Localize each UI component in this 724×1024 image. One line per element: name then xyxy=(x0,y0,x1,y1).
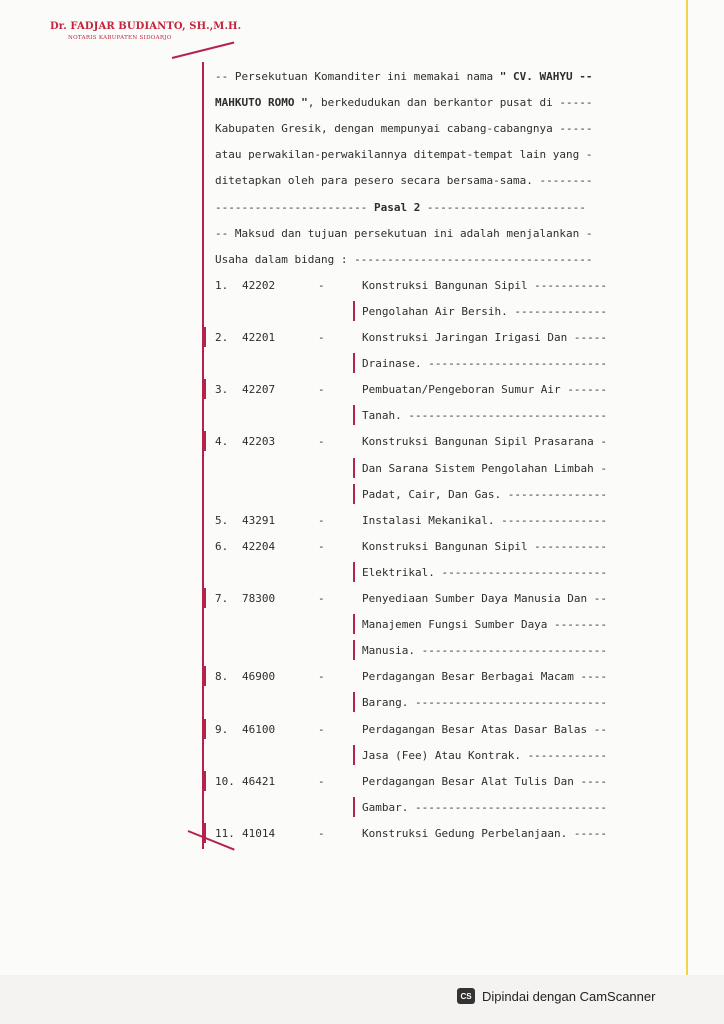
item-number: 10. xyxy=(215,774,235,788)
company-name-text: MAHKUTO ROMO " xyxy=(215,96,308,110)
continuation-mark xyxy=(353,458,355,478)
item-dash: - xyxy=(318,383,325,397)
paragraph-text: -- Persekutuan Komanditer ini memakai nama xyxy=(215,70,500,83)
page-edge-border xyxy=(686,0,688,975)
item-dash: - xyxy=(318,722,325,736)
heading-filler: ----------------------- xyxy=(215,200,374,214)
item-mark xyxy=(204,771,206,791)
item-mark xyxy=(204,379,206,399)
item-number: 3. xyxy=(215,383,229,397)
continuation-mark xyxy=(353,692,355,712)
kbli-code: 42207 xyxy=(242,383,276,397)
item-number: 6. xyxy=(215,539,229,553)
item-description: Perdagangan Besar Alat Tulis Dan ---- xyxy=(362,774,608,788)
item-description: Penyediaan Sumber Daya Manusia Dan -- xyxy=(362,592,608,605)
camscanner-caption: Dipindai dengan CamScanner xyxy=(482,988,656,1004)
item-description: Perdagangan Besar Atas Dasar Balas -- xyxy=(362,722,608,736)
notary-name: Dr. FADJAR BUDIANTO, SH.,M.H. xyxy=(50,21,242,32)
item-number: 5. xyxy=(215,513,229,527)
kbli-code: 42201 xyxy=(242,331,276,344)
continuation-mark xyxy=(353,301,355,321)
continuation-mark xyxy=(353,797,355,817)
item-description: Instalasi Mekanikal. ---------------- xyxy=(362,513,608,527)
kbli-code: 41014 xyxy=(242,826,276,840)
item-description: Manajemen Fungsi Sumber Daya -------- xyxy=(362,618,608,632)
paragraph-text: ditetapkan oleh para pesero secara bersama-sama. -------- xyxy=(215,174,593,188)
item-description: Manusia. ---------------------------- xyxy=(362,644,608,658)
paragraph-line xyxy=(215,96,593,109)
item-number: 1. xyxy=(215,278,229,292)
notary-place: NOTARIS KABUPATEN SIDOARJO xyxy=(68,35,172,41)
continuation-mark xyxy=(353,405,355,425)
item-dash: - xyxy=(318,539,325,553)
paragraph-text: Kabupaten Gresik, dengan mempunyai cabang-cabangnya ----- xyxy=(215,122,593,136)
item-dash: - xyxy=(318,331,325,344)
item-description: Konstruksi Bangunan Sipil ----------- xyxy=(362,539,608,553)
paragraph-line xyxy=(215,148,593,161)
item-dash: - xyxy=(318,592,325,605)
item-mark xyxy=(204,327,206,347)
item-description: Pembuatan/Pengeboran Sumur Air ------ xyxy=(362,383,608,397)
paragraph-line: Usaha dalam bidang : ------------------------------------ xyxy=(215,252,593,266)
item-number: 7. xyxy=(215,592,229,605)
kbli-code: 42204 xyxy=(242,539,276,553)
item-dash: - xyxy=(318,278,325,292)
kbli-code: 46100 xyxy=(242,722,276,736)
item-description: Drainase. --------------------------- xyxy=(362,357,608,371)
paragraph-text: atau perwakilan-perwakilannya ditempat-tempat lain yang - xyxy=(215,148,593,162)
item-description: Dan Sarana Sistem Pengolahan Limbah - xyxy=(362,461,608,475)
item-description: Gambar. ----------------------------- xyxy=(362,800,608,814)
item-description: Pengolahan Air Bersih. -------------- xyxy=(362,304,608,318)
item-description: Konstruksi Gedung Perbelanjaan. ----- xyxy=(362,826,608,840)
continuation-mark xyxy=(353,484,355,504)
camscanner-footer xyxy=(457,984,655,1008)
paragraph-text: , berkedudukan dan berkantor pusat di ----- xyxy=(307,96,593,110)
item-dash: - xyxy=(318,774,325,788)
item-mark xyxy=(204,719,206,739)
margin-mark-top xyxy=(172,42,235,59)
continuation-mark xyxy=(353,745,355,765)
item-description: Padat, Cair, Dan Gas. --------------- xyxy=(362,487,608,501)
item-description: Konstruksi Jaringan Irigasi Dan ----- xyxy=(362,331,608,344)
item-number: 4. xyxy=(215,435,229,449)
kbli-code: 42202 xyxy=(242,278,276,292)
section-heading xyxy=(215,201,586,214)
item-number: 2. xyxy=(215,331,229,344)
item-description: Tanah. ------------------------------ xyxy=(362,409,608,423)
item-description: Perdagangan Besar Berbagai Macam ---- xyxy=(362,670,608,684)
continuation-mark xyxy=(353,353,355,373)
kbli-code: 42203 xyxy=(242,435,276,449)
item-mark xyxy=(204,823,206,843)
item-number: 11. xyxy=(215,826,235,840)
item-description: Konstruksi Bangunan Sipil Prasarana - xyxy=(362,435,608,449)
item-mark xyxy=(204,431,206,451)
item-number: 9. xyxy=(215,722,229,736)
item-description: Jasa (Fee) Atau Kontrak. ------------ xyxy=(362,748,608,762)
continuation-mark xyxy=(353,562,355,582)
kbli-code: 46900 xyxy=(242,670,276,684)
item-description: Konstruksi Bangunan Sipil ----------- xyxy=(362,278,608,292)
item-number: 8. xyxy=(215,670,229,684)
camscanner-logo-icon: CS xyxy=(457,988,475,1004)
item-description: Barang. ----------------------------- xyxy=(362,696,608,710)
heading-filler: ------------------------ xyxy=(420,200,586,214)
item-dash: - xyxy=(318,826,325,840)
kbli-code: 78300 xyxy=(242,592,276,605)
section-title: Pasal 2 xyxy=(373,200,421,214)
item-description: Elektrikal. ------------------------- xyxy=(362,565,608,579)
paragraph-line xyxy=(215,70,593,83)
continuation-mark xyxy=(353,614,355,634)
item-dash: - xyxy=(318,513,325,527)
paragraph-line xyxy=(215,122,593,135)
item-mark xyxy=(204,588,206,608)
item-dash: - xyxy=(318,670,325,684)
item-mark xyxy=(204,666,206,686)
continuation-mark xyxy=(353,640,355,660)
paragraph-line: -- Maksud dan tujuan persekutuan ini adalah menjalankan - xyxy=(215,226,593,240)
paragraph-line xyxy=(215,174,593,187)
kbli-code: 46421 xyxy=(242,774,276,788)
kbli-code: 43291 xyxy=(242,513,276,527)
item-dash: - xyxy=(318,435,325,449)
company-name-text: " CV. WAHYU -- xyxy=(499,70,593,83)
